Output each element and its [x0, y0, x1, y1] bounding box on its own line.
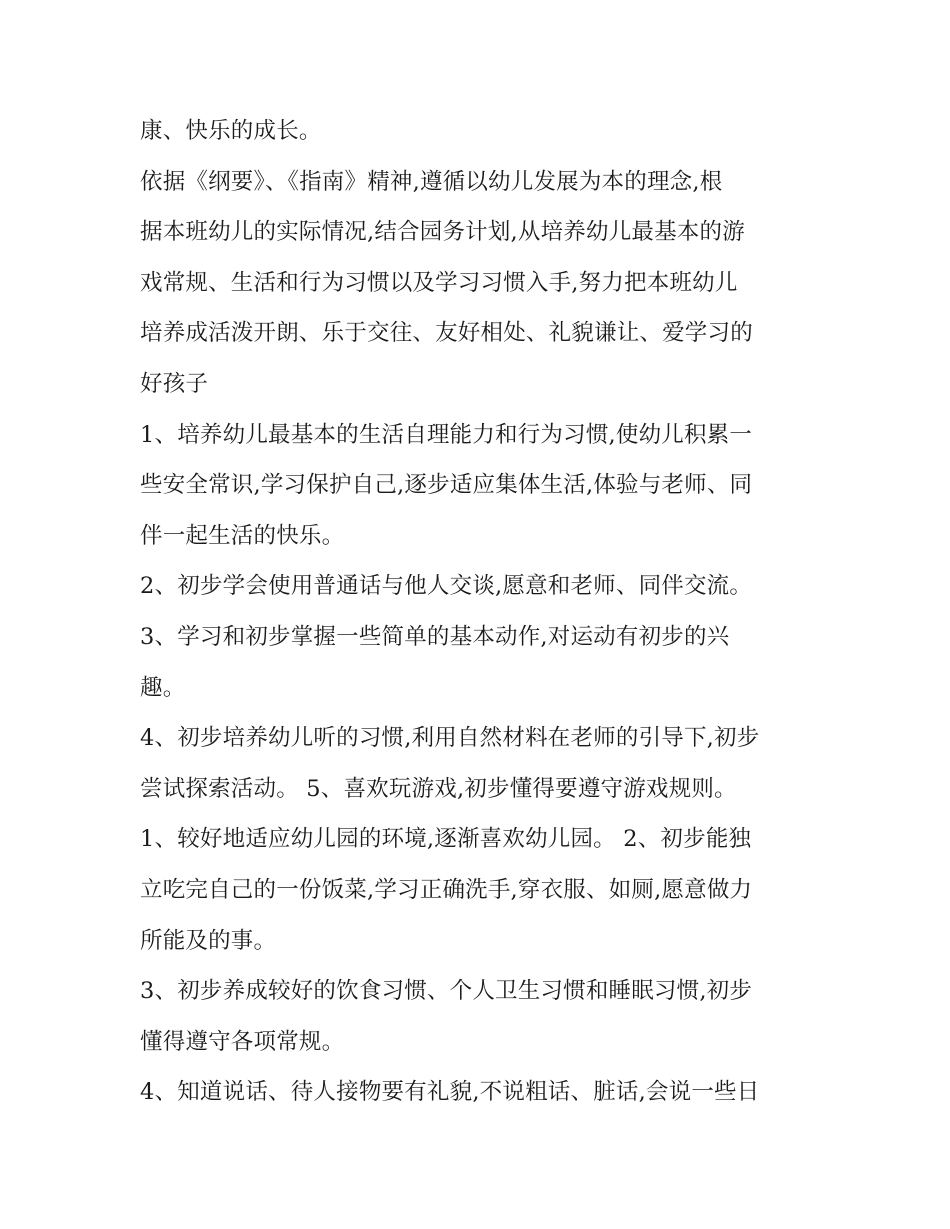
text-line: 3、初步养成较好的饮食习惯、个人卫生习惯和睡眠习惯,初步 — [140, 978, 753, 1005]
text-line: 依据《纲要》、《指南》精神,遵循以幼儿发展为本的理念,根 — [140, 168, 723, 195]
text-line: 3、学习和初步掌握一些简单的基本动作,对运动有初步的兴 — [140, 623, 730, 650]
text-line: 康、快乐的成长。 — [140, 118, 322, 144]
text-line: 些安全常识,学习保护自己,逐步适应集体生活,体验与老师、同 — [140, 472, 753, 499]
text-line: 尝试探索活动。 5、喜欢玩游戏,初步懂得要遵守游戏规则。 — [140, 775, 737, 802]
document-body — [140, 106, 820, 1118]
text-line: 1、培养幼儿最基本的生活自理能力和行为习惯,使幼儿积累一 — [140, 421, 753, 448]
text-line: 培养成活泼开朗、乐于交往、友好相处、礼貌谦让、爱学习的 — [140, 320, 753, 347]
text-line: 所能及的事。 — [140, 927, 277, 954]
text-line: 好孩子 — [140, 370, 209, 397]
text-line: 伴一起生活的快乐。 — [140, 522, 345, 549]
text-line: 1、较好地适应幼儿园的环境,逐渐喜欢幼儿园。 2、初步能独 — [140, 826, 752, 853]
text-line: 4、知道说话、待人接物要有礼貌,不说粗话、脏话,会说一些日 — [140, 1079, 760, 1106]
text-line: 2、初步学会使用普通话与他人交谈,愿意和老师、同伴交流。 — [140, 573, 753, 600]
text-line: 4、初步培养幼儿听的习惯,利用自然材料在老师的引导下,初步 — [140, 725, 760, 752]
text-line: 趣。 — [140, 674, 186, 701]
text-line: 懂得遵守各项常规。 — [140, 1028, 345, 1055]
text-line: 据本班幼儿的实际情况,结合园务计划,从培养幼儿最基本的游 — [140, 219, 745, 246]
text-line: 立吃完自己的一份饭菜,学习正确洗手,穿衣服、如厕,愿意做力 — [140, 876, 753, 903]
text-line: 戏常规、生活和行为习惯以及学习习惯入手,努力把本班幼儿 — [140, 269, 738, 296]
